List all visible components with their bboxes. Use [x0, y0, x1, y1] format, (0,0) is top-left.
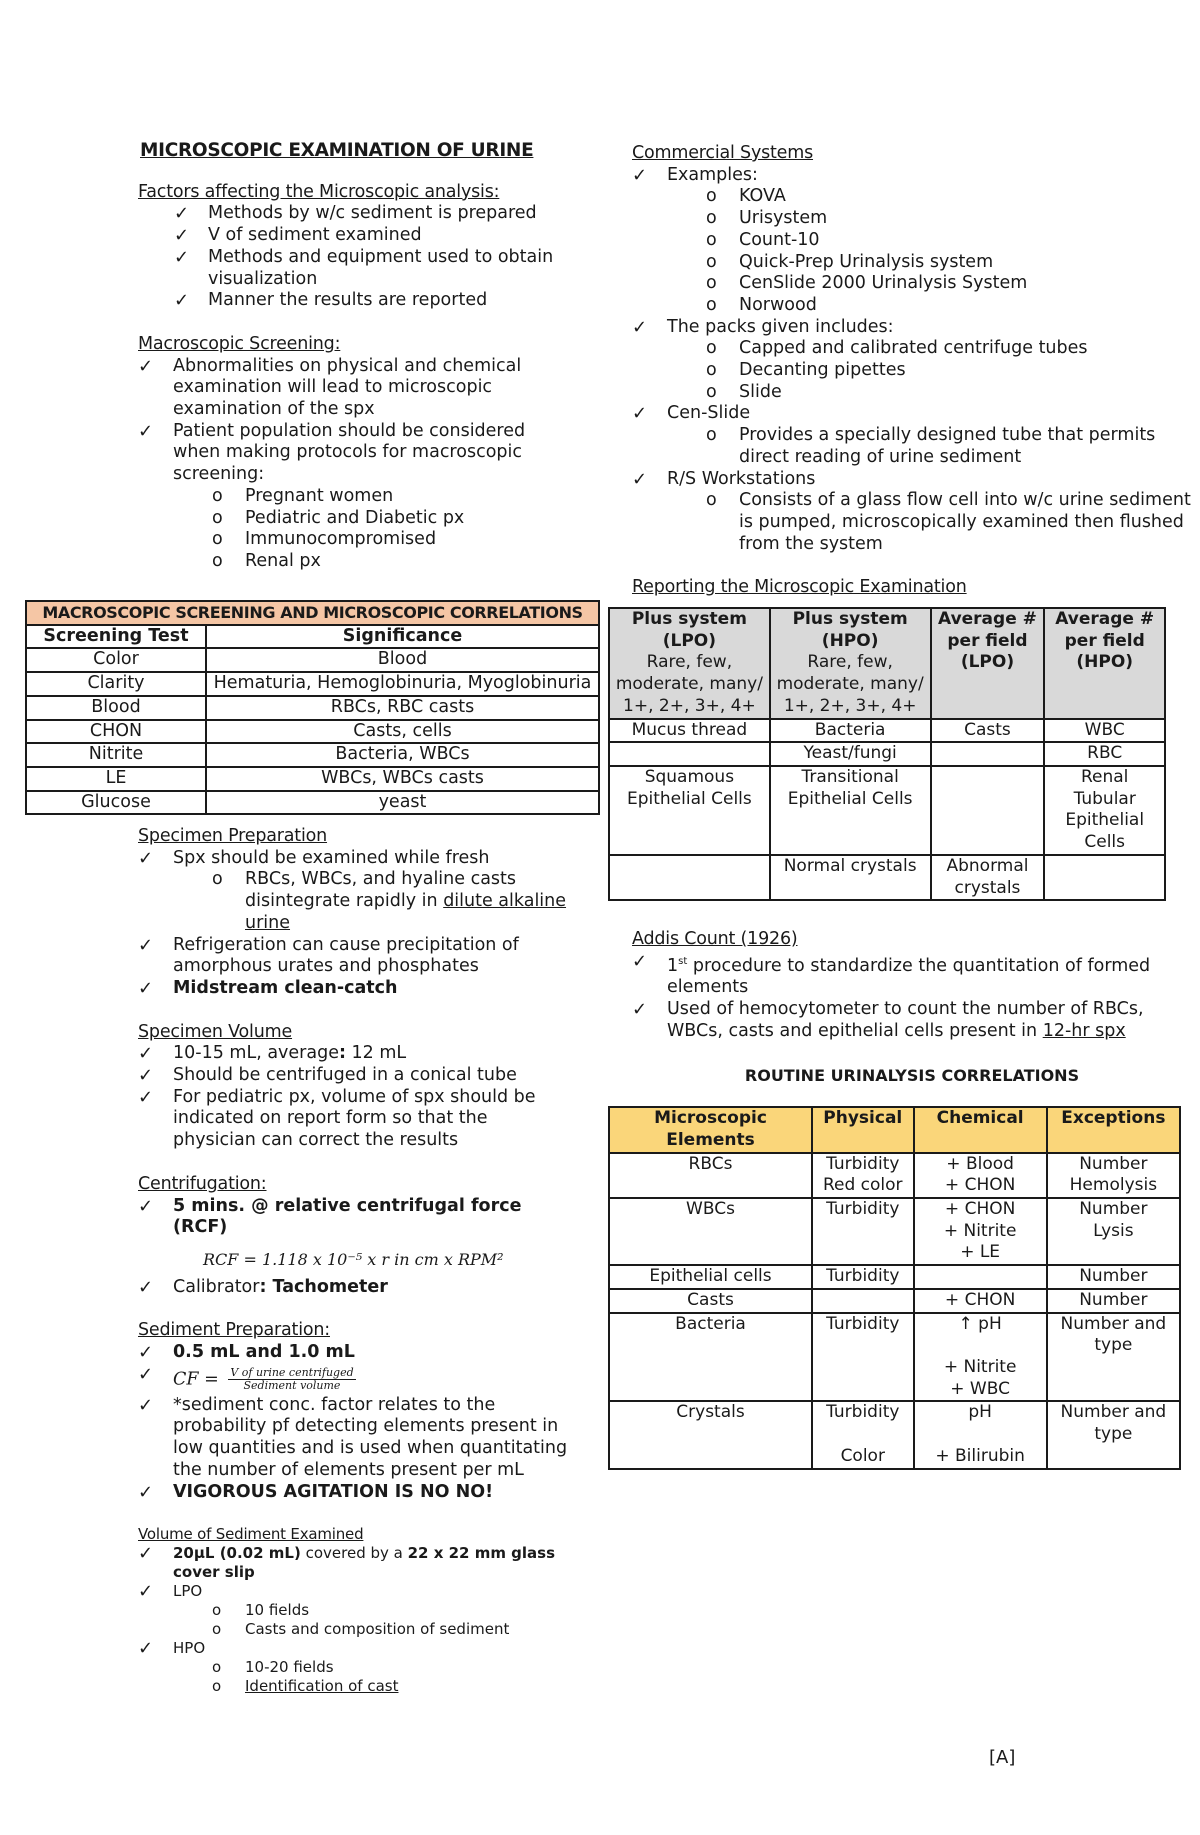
- table-row: [26, 720, 599, 744]
- table-cell: [1044, 855, 1165, 900]
- table-cell: yeast: [206, 791, 599, 815]
- factors-item: ✓ Methods and equipment used to obtain visualization: [138, 247, 568, 290]
- table-row: [609, 1265, 1180, 1289]
- table-cell: Color: [26, 648, 206, 672]
- macro-title: Macroscopic Screening:: [138, 333, 341, 354]
- table-cell: RBCs: [609, 1153, 812, 1198]
- table-cell: [609, 855, 770, 900]
- table-cell: [931, 742, 1045, 766]
- table-row: [609, 855, 1165, 900]
- table-cell: Bacteria, WBCs: [206, 743, 599, 767]
- rcf-formula: RCF = 1.118 x 10⁻⁵ x r in cm x RPM²: [203, 1249, 504, 1269]
- addis-item: ✓ Used of hemocytometer to count the number of RBCs, WBCs, casts and epithelial cells present in 12-hr spx: [632, 999, 1192, 1042]
- specimen-prep-item: ✓ Refrigeration can cause precipitation of amorphous urates and phosphates: [138, 935, 568, 978]
- macro-section: [138, 334, 568, 573]
- screening-table-caption: MACROSCOPIC SCREENING AND MICROSCOPIC CORRELATIONS: [26, 601, 599, 625]
- table-row: [609, 742, 1165, 766]
- hpo-subitem: o Identification of cast: [138, 1677, 568, 1696]
- table-cell: Turbidity: [812, 1265, 914, 1289]
- sediment-prep-title: Sediment Preparation:: [138, 1320, 330, 1341]
- right-column: [615, 143, 1192, 1470]
- censlide-subitem: o Provides a specially designed tube that permits direct reading of urine sediment: [632, 425, 1192, 468]
- pack-item: o Capped and calibrated centrifuge tubes: [632, 338, 1192, 360]
- volume-sediment-section: [138, 1525, 568, 1696]
- rs-subitem: o Consists of a glass flow cell into w/c urine sediment is pumped, microscopically examined then flushed from the system: [632, 490, 1192, 555]
- table-cell: Bacteria: [609, 1313, 812, 1402]
- routine-header: Exceptions: [1047, 1107, 1180, 1152]
- addis-title: Addis Count (1926): [632, 929, 798, 950]
- table-cell: LE: [26, 767, 206, 791]
- commercial-item: ✓ Cen-Slide o Provides a specially designed tube that permits direct reading of urine sediment: [632, 403, 1192, 468]
- table-row: [26, 696, 599, 720]
- factors-title: Factors affecting the Microscopic analysis:: [138, 181, 500, 202]
- table-cell: Bacteria: [770, 719, 931, 743]
- centrifugation-item: ✓ 5 mins. @ relative centrifugal force (RCF): [138, 1196, 568, 1239]
- table-cell: [931, 766, 1045, 855]
- table-cell: Number and type: [1047, 1313, 1180, 1402]
- commercial-item: ✓ R/S Workstations o Consists of a glass flow cell into w/c urine sediment is pumped, microscopically examined then flushed from the system: [632, 469, 1192, 556]
- sediment-prep-item: ✓ *sediment conc. factor relates to the probability pf detecting elements present in low quantities and is used when quantitating the number of elements present per mL: [138, 1395, 568, 1482]
- volume-sediment-title: Volume of Sediment Examined: [138, 1525, 364, 1544]
- page-title: MICROSCOPIC EXAMINATION OF URINE: [140, 140, 534, 161]
- left-column: [138, 140, 568, 595]
- macro-item: ✓ Abnormalities on physical and chemical examination will lead to microscopic examination of the spx: [138, 356, 568, 421]
- table-cell: WBCs: [609, 1198, 812, 1265]
- specimen-volume-item: ✓ 10-15 mL, average: 12 mL: [138, 1043, 568, 1065]
- table-row: [609, 719, 1165, 743]
- table-cell: WBCs, WBCs casts: [206, 767, 599, 791]
- table-cell: Number: [1047, 1265, 1180, 1289]
- table-cell: Number Hemolysis: [1047, 1153, 1180, 1198]
- table-cell: Clarity: [26, 672, 206, 696]
- table-row: [609, 1198, 1180, 1265]
- addis-item: ✓ 1st procedure to standardize the quantitation of formed elements: [632, 951, 1192, 999]
- table-cell: Renal Tubular Epithelial Cells: [1044, 766, 1165, 855]
- table-cell: WBC: [1044, 719, 1165, 743]
- example-item: o Norwood: [632, 295, 1192, 317]
- table-cell: RBC: [1044, 742, 1165, 766]
- reporting-title: Reporting the Microscopic Examination: [632, 577, 967, 598]
- macro-subitem: o Immunocompromised: [138, 529, 568, 551]
- reporting-header: Average # per field (HPO): [1044, 608, 1165, 719]
- reporting-section: [615, 577, 1192, 901]
- example-item: o Count-10: [632, 230, 1192, 252]
- table-row: [609, 1313, 1180, 1402]
- table-cell: Hematuria, Hemoglobinuria, Myoglobinuria: [206, 672, 599, 696]
- specimen-prep-section: [138, 826, 568, 1000]
- table-row: [26, 767, 599, 791]
- specimen-prep-item: ✓ Spx should be examined while fresh o RBCs, WBCs, and hyaline casts disintegrate rapidly in dilute alkaline urine: [138, 848, 568, 935]
- volume-sediment-item: ✓ LPO o 10 fields o Casts and composition of sediment: [138, 1582, 568, 1639]
- screening-table: [25, 600, 600, 815]
- table-cell: + Blood + CHON: [914, 1153, 1047, 1198]
- reporting-table: [608, 607, 1166, 901]
- routine-header: Physical: [812, 1107, 914, 1152]
- centrifugation-section: [138, 1174, 568, 1299]
- table-cell: Turbidity: [812, 1198, 914, 1265]
- table-cell: Crystals: [609, 1401, 812, 1468]
- table-cell: ↑ pH + Nitrite + WBC: [914, 1313, 1047, 1402]
- table-row: [609, 1401, 1180, 1468]
- table-cell: Turbidity Color: [812, 1401, 914, 1468]
- table-cell: pH + Bilirubin: [914, 1401, 1047, 1468]
- specimen-volume-item: ✓ Should be centrifuged in a conical tube: [138, 1065, 568, 1087]
- table-cell: RBCs, RBC casts: [206, 696, 599, 720]
- routine-table: [608, 1106, 1181, 1469]
- factors-item: ✓ Manner the results are reported: [138, 290, 568, 312]
- table-cell: Casts: [609, 1289, 812, 1313]
- sediment-prep-item: ✓ 0.5 mL and 1.0 mL: [138, 1342, 568, 1364]
- table-cell: Casts: [931, 719, 1045, 743]
- specimen-volume-section: [138, 1022, 568, 1152]
- factors-item: ✓ Methods by w/c sediment is prepared: [138, 203, 568, 225]
- table-cell: Squamous Epithelial Cells: [609, 766, 770, 855]
- table-row: [609, 766, 1165, 855]
- specimen-prep-item: ✓ Midstream clean-catch: [138, 978, 568, 1000]
- table-cell: Blood: [26, 696, 206, 720]
- table-row: [26, 791, 599, 815]
- table-row: [26, 672, 599, 696]
- addis-section: [632, 929, 1192, 1042]
- macro-subitem: o Pediatric and Diabetic px: [138, 508, 568, 530]
- commercial-section: [632, 143, 1192, 555]
- pack-item: o Slide: [632, 382, 1192, 404]
- table-cell: Normal crystals: [770, 855, 931, 900]
- table-cell: Blood: [206, 648, 599, 672]
- table-cell: Casts, cells: [206, 720, 599, 744]
- cf-formula: ✓ CF = $\frac{\text{V of urine centrifuged}}{\text{Sediment volume}}$: [138, 1364, 568, 1395]
- factors-section: [138, 182, 568, 312]
- page-marker: [A]: [989, 1747, 1016, 1768]
- routine-header: Microscopic Elements: [609, 1107, 812, 1152]
- centrifugation-item: ✓ Calibrator: Tachometer: [138, 1277, 568, 1299]
- routine-title: ROUTINE URINALYSIS CORRELATIONS: [744, 1065, 1080, 1085]
- table-cell: Number: [1047, 1289, 1180, 1313]
- specimen-prep-title: Specimen Preparation: [138, 826, 328, 846]
- table-cell: Turbidity Red color: [812, 1153, 914, 1198]
- specimen-volume-item: ✓ For pediatric px, volume of spx should be indicated on report form so that the physician can correct the results: [138, 1087, 568, 1152]
- lpo-subitem: o 10 fields: [138, 1601, 568, 1620]
- reporting-header: Plus system (HPO) Rare, few, moderate, many/ 1+, 2+, 3+, 4+: [770, 608, 931, 719]
- table-cell: Yeast/fungi: [770, 742, 931, 766]
- specimen-volume-title: Specimen Volume: [138, 1021, 293, 1042]
- sediment-prep-section: [138, 1320, 568, 1503]
- centrifugation-title: Centrifugation:: [138, 1173, 267, 1194]
- reporting-header: Average # per field (LPO): [931, 608, 1045, 719]
- commercial-title: Commercial Systems: [632, 143, 814, 163]
- hpo-subitem: o 10-20 fields: [138, 1658, 568, 1677]
- left-column-lower: [138, 826, 568, 1718]
- table-row: [609, 1153, 1180, 1198]
- factors-item: ✓ V of sediment examined: [138, 225, 568, 247]
- table-row: [26, 743, 599, 767]
- table-row: [609, 1289, 1180, 1313]
- example-item: o KOVA: [632, 186, 1192, 208]
- table-cell: Epithelial cells: [609, 1265, 812, 1289]
- macro-item: ✓ Patient population should be considered when making protocols for macroscopic screening: o Pregnant women o Pediatric and Diabetic px o Immunocompromised o Renal px: [138, 421, 568, 573]
- table-cell: Mucus thread: [609, 719, 770, 743]
- table-cell: Number Lysis: [1047, 1198, 1180, 1265]
- screening-header: Significance: [206, 625, 599, 649]
- volume-sediment-item: ✓ 20µL (0.02 mL) covered by a 22 x 22 mm glass cover slip: [138, 1544, 568, 1582]
- table-cell: Number and type: [1047, 1401, 1180, 1468]
- example-item: o Urisystem: [632, 208, 1192, 230]
- table-cell: Transitional Epithelial Cells: [770, 766, 931, 855]
- sediment-prep-item: ✓ VIGOROUS AGITATION IS NO NO!: [138, 1482, 568, 1504]
- specimen-prep-subitem: o RBCs, WBCs, and hyaline casts disintegrate rapidly in dilute alkaline urine: [138, 869, 568, 934]
- commercial-item: ✓ The packs given includes: o Capped and calibrated centrifuge tubes o Decanting pipettes o Slide: [632, 317, 1192, 404]
- routine-header: Chemical: [914, 1107, 1047, 1152]
- macro-subitem: o Pregnant women: [138, 486, 568, 508]
- table-cell: CHON: [26, 720, 206, 744]
- table-cell: Abnormal crystals: [931, 855, 1045, 900]
- table-cell: Glucose: [26, 791, 206, 815]
- table-cell: [812, 1289, 914, 1313]
- lpo-subitem: o Casts and composition of sediment: [138, 1620, 568, 1639]
- volume-sediment-item: ✓ HPO o 10-20 fields o Identification of cast: [138, 1639, 568, 1696]
- commercial-item: ✓ Examples: o KOVA o Urisystem o Count-10 o Quick-Prep Urinalysis system o CenSlide 2000 Urinalysis System o Norwood: [632, 165, 1192, 317]
- example-item: o Quick-Prep Urinalysis system: [632, 252, 1192, 274]
- reporting-header: Plus system (LPO) Rare, few, moderate, many/ 1+, 2+, 3+, 4+: [609, 608, 770, 719]
- table-cell: + CHON + Nitrite + LE: [914, 1198, 1047, 1265]
- table-cell: Nitrite: [26, 743, 206, 767]
- table-cell: Turbidity: [812, 1313, 914, 1402]
- example-item: o CenSlide 2000 Urinalysis System: [632, 273, 1192, 295]
- macro-subitem: o Renal px: [138, 551, 568, 573]
- pack-item: o Decanting pipettes: [632, 360, 1192, 382]
- table-cell: [609, 742, 770, 766]
- table-cell: [914, 1265, 1047, 1289]
- screening-header: Screening Test: [26, 625, 206, 649]
- table-cell: + CHON: [914, 1289, 1047, 1313]
- table-row: [26, 648, 599, 672]
